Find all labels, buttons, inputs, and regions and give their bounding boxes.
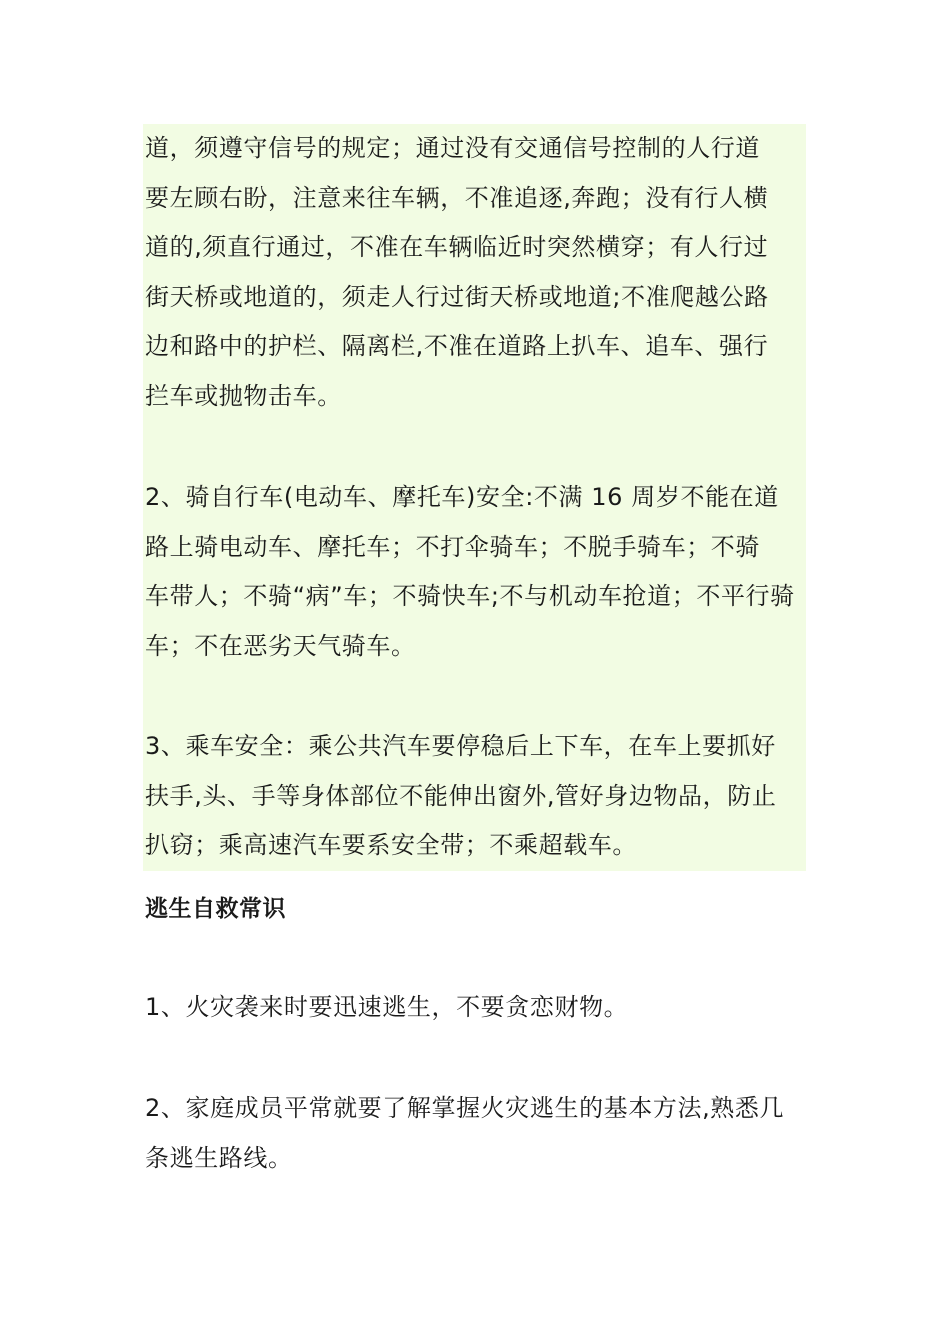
text-line: 道的,须直行通过，不准在车辆临近时突然横穿；有人行过 xyxy=(145,233,769,262)
text-line: 条逃生路线。 xyxy=(145,1143,293,1172)
text-line: 道，须遵守信号的规定；通过没有交通信号控制的人行道 xyxy=(145,134,760,162)
text-line: 边和路中的护栏、隔离栏,不准在道路上扒车、追车、强行 xyxy=(145,332,769,361)
text-line: 路上骑电动车、摩托车；不打伞骑车；不脱手骑车；不骑 xyxy=(145,532,760,561)
text-line: 街天桥或地道的，须走人行过街天桥或地道;不准爬越公路 xyxy=(145,282,769,311)
text-line: 车带人；不骑“病”车；不骑快车;不与机动车抢道；不平行骑 xyxy=(145,582,795,611)
text-line: 要左顾右盼，注意来往车辆，不准追逐,奔跑；没有行人横 xyxy=(145,183,769,212)
paragraph-bicycle-safety xyxy=(145,473,807,671)
text-line: 3、乘车安全：乘公共汽车要停稳后上下车，在车上要抓好 xyxy=(145,732,776,760)
text-line: 1、火灾袭来时要迅速逃生，不要贪恋财物。 xyxy=(145,993,629,1021)
text-line: 扶手,头、手等身体部位不能伸出窗外,管好身边物品，防止 xyxy=(145,781,777,810)
paragraph-riding-safety xyxy=(145,722,807,871)
text-line: 扒窃；乘高速汽车要系安全带；不乘超载车。 xyxy=(145,831,637,860)
text-line: 2、家庭成员平常就要了解掌握火灾逃生的基本方法,熟悉几 xyxy=(145,1094,785,1122)
text-line: 2、骑自行车(电动车、摩托车)安全:不满 16 周岁不能在道 xyxy=(145,483,779,511)
text-line: 车；不在恶劣天气骑车。 xyxy=(145,631,416,660)
paragraph-pedestrian-rules xyxy=(145,124,807,422)
section-heading: 逃生自救常识 xyxy=(145,896,286,922)
paragraph-fire-escape-1 xyxy=(145,983,807,1033)
text-line: 拦车或抛物击车。 xyxy=(145,381,342,410)
paragraph-fire-escape-2 xyxy=(145,1084,807,1183)
